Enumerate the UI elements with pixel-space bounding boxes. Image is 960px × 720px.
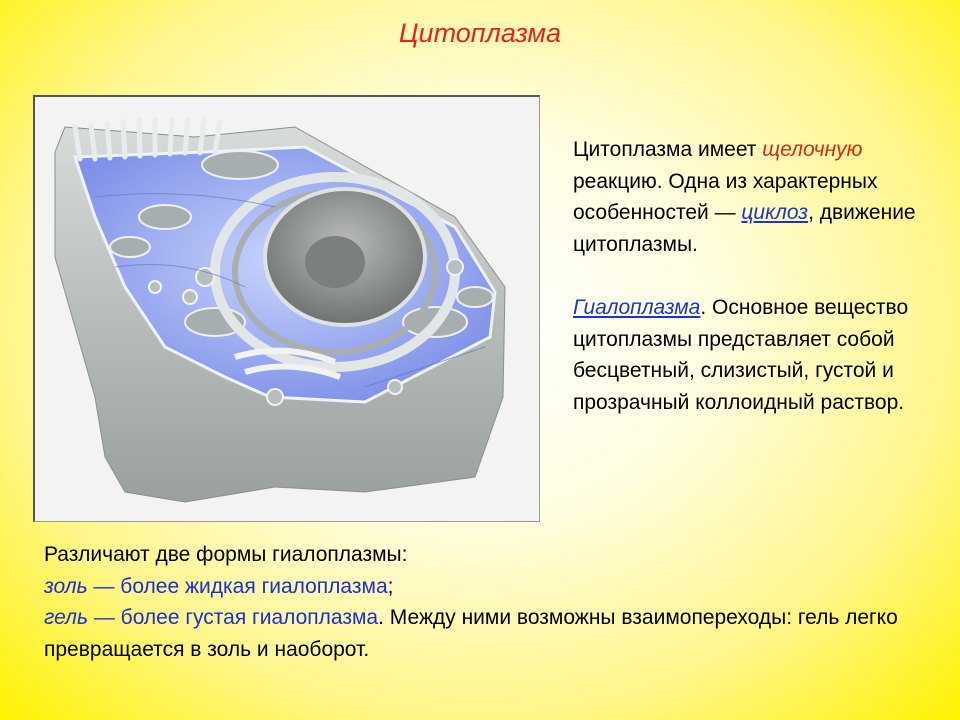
sol-definition: — более жидкая гиалоплазма [87, 574, 388, 598]
gel-line [44, 602, 924, 665]
cyclosis-link[interactable]: циклоз [741, 201, 809, 224]
sol-line [44, 571, 924, 603]
sol-end: ; [387, 574, 394, 598]
forms-intro: Различают две формы гиалоплазмы: [44, 543, 408, 566]
cell-illustration [33, 95, 540, 522]
hyaloplasm-link[interactable]: Гиалоплазма [573, 296, 701, 319]
p1-text-b: реакцию. Одна из характерных особенностей — [573, 169, 878, 224]
alkaline-term: щелочную [762, 138, 863, 161]
gel-definition: — более густая гиалоплазма [88, 606, 379, 629]
cell-illustration-icon [35, 97, 538, 520]
p2-text-a: . Основное вещество цитоплазмы представляет собой бесцветный, слизистый, густой и прозрачный коллоидный раствор. [573, 296, 909, 414]
slide-title: Цитоплазма [398, 18, 562, 48]
p1-text-a: Цитоплазма имеет [573, 138, 757, 161]
hyaloplasm-paragraph [573, 292, 918, 418]
gel-end: . Между ними возможны взаимопереходы: гель легко превращается в золь и наоборот. [44, 606, 898, 661]
hyaloplasm-forms-text [44, 539, 924, 665]
description-text [573, 134, 918, 418]
gel-term: гель [44, 606, 88, 629]
cyclosis-paragraph [573, 134, 918, 260]
p1-text-c: , движение цитоплазмы. [573, 201, 916, 256]
sol-term: золь [44, 574, 88, 598]
